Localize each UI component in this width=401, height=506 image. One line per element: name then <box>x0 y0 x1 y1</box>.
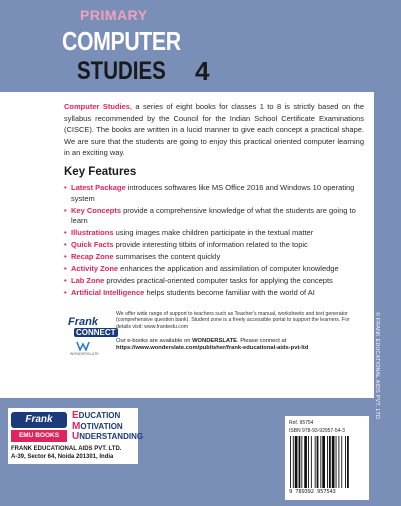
connect-logo-label: CONNECT <box>76 328 116 337</box>
barcode-bar <box>320 436 321 488</box>
feature-item <box>64 240 364 251</box>
barcode-bar <box>308 436 309 488</box>
barcode-bar <box>327 436 328 488</box>
series-label: PRIMARY <box>80 7 148 23</box>
barcode-bar <box>304 436 307 488</box>
barcode-bar <box>345 436 346 488</box>
feature-name: Activity Zone <box>71 264 119 273</box>
feature-name: Latest Package <box>71 183 126 192</box>
barcode-image <box>289 436 365 488</box>
barcode-bar <box>299 436 301 488</box>
copyright-vertical: © FRANK EDUCATIONAL AIDS PVT. LTD. <box>374 312 380 421</box>
isbn-number: ISBN 978-93-92957-54-3 <box>289 428 345 434</box>
feature-text: enhances the application and assimilation of computer knowledge <box>118 264 339 273</box>
feature-text: introduces softwares like MS Office 2016 and Windows 10 operating system <box>71 183 355 203</box>
feature-name: Recap Zone <box>71 252 114 261</box>
key-features-heading: Key Features <box>64 166 137 178</box>
ebook-platform: WONDERSLATE <box>192 338 238 344</box>
key-features-list <box>64 183 364 300</box>
emu-word: UNDERSTANDING <box>72 431 144 442</box>
barcode-digits: 9 789392 957543 <box>289 489 336 495</box>
barcode-bar <box>311 436 312 488</box>
barcode-bar <box>332 436 335 488</box>
spine-strip <box>374 92 401 506</box>
frank-logo: Frank <box>11 412 67 428</box>
barcode-bar <box>338 436 339 488</box>
intro-paragraph <box>64 101 364 159</box>
feature-text: using images make children participate in the textual matter <box>113 228 314 237</box>
feature-item <box>64 206 364 227</box>
feature-item <box>64 276 364 287</box>
volume-number: 4 <box>195 56 210 86</box>
publisher-name: FRANK EDUCATIONAL AIDS PVT. LTD. <box>11 446 122 452</box>
feature-name: Artificial Intelligence <box>71 288 145 297</box>
feature-item <box>64 252 364 263</box>
feature-text: helps students become familiar with the world of AI <box>144 288 315 297</box>
emu-word: EDUCATION <box>72 410 121 421</box>
ebook-prefix: Our e-books are available on <box>116 338 193 344</box>
barcode-bar <box>341 436 342 488</box>
emu-tagline <box>72 411 143 443</box>
intro-highlight: Computer Studies <box>64 102 130 111</box>
feature-item <box>64 264 364 275</box>
frank-connect-box <box>64 310 364 366</box>
feature-name: Illustrations <box>71 228 114 237</box>
wonderslate-logo-text: WONDERSLATE <box>70 352 99 356</box>
barcode-bar <box>329 436 331 488</box>
barcode-card <box>285 416 369 500</box>
connect-support-text: We offer wide range of support to teachers such as Teacher's manual, worksheets and test generator (comprehensive question bank). Student zone is a freely accessible portal to support the learners. For details visit: www.frankedu.com <box>116 311 350 330</box>
title-studies: STUDIES <box>77 57 166 85</box>
feature-item <box>64 183 364 204</box>
wonderslate-icon <box>76 341 90 351</box>
intro-text: , a series of eight books for classes 1 to 8 is strictly based on the syllabus recommended by the Council for the Indian School Certificate Examinations (CISCE). The books are written in a lucid manner to give each concept a practical shape. We are sure that the students are going to enjoy this practical oriented computer learning in an exciting way. <box>64 102 365 157</box>
barcode-bar <box>315 436 316 488</box>
ref-number: Ref. 95754 <box>289 420 314 426</box>
barcode-bar <box>293 436 294 488</box>
barcode-bar <box>295 436 298 488</box>
feature-text: provide interesting titbits of information related to the topic <box>113 240 308 249</box>
feature-item <box>64 288 364 299</box>
title-computer: COMPUTER <box>62 26 181 56</box>
feature-text: summarises the content quickly <box>113 252 221 261</box>
feature-item <box>64 228 364 239</box>
barcode-bar <box>347 436 349 488</box>
feature-name: Key Concepts <box>71 205 122 215</box>
publisher-address: A-39, Sector 64, Noida 201301, India <box>11 454 114 460</box>
connect-ebook-text <box>116 338 364 353</box>
feature-text: provide a comprehensive knowledge of what the students are going to learn <box>71 205 356 225</box>
feature-name: Quick Facts <box>71 240 114 249</box>
publisher-card <box>8 408 144 464</box>
emu-books-logo: EMU BOOKS <box>11 430 67 442</box>
ebook-url-link[interactable]: https://www.wonderslate.com/publisher/frank-educational-aids-pvt-ltd <box>116 345 309 352</box>
barcode-bar <box>336 436 337 488</box>
barcode-bar <box>317 436 319 488</box>
feature-text: provides practical-oriented computer tasks for applying the concepts <box>104 276 333 285</box>
emu-word: MOTIVATION <box>72 420 123 432</box>
frank-connect-logo: Frank <box>68 316 98 328</box>
barcode-bar <box>301 436 302 488</box>
barcode-bar <box>322 436 325 488</box>
barcode-bar <box>290 436 291 488</box>
ebook-mid: . Please connect at <box>237 338 287 344</box>
feature-name: Lab Zone <box>71 276 105 285</box>
